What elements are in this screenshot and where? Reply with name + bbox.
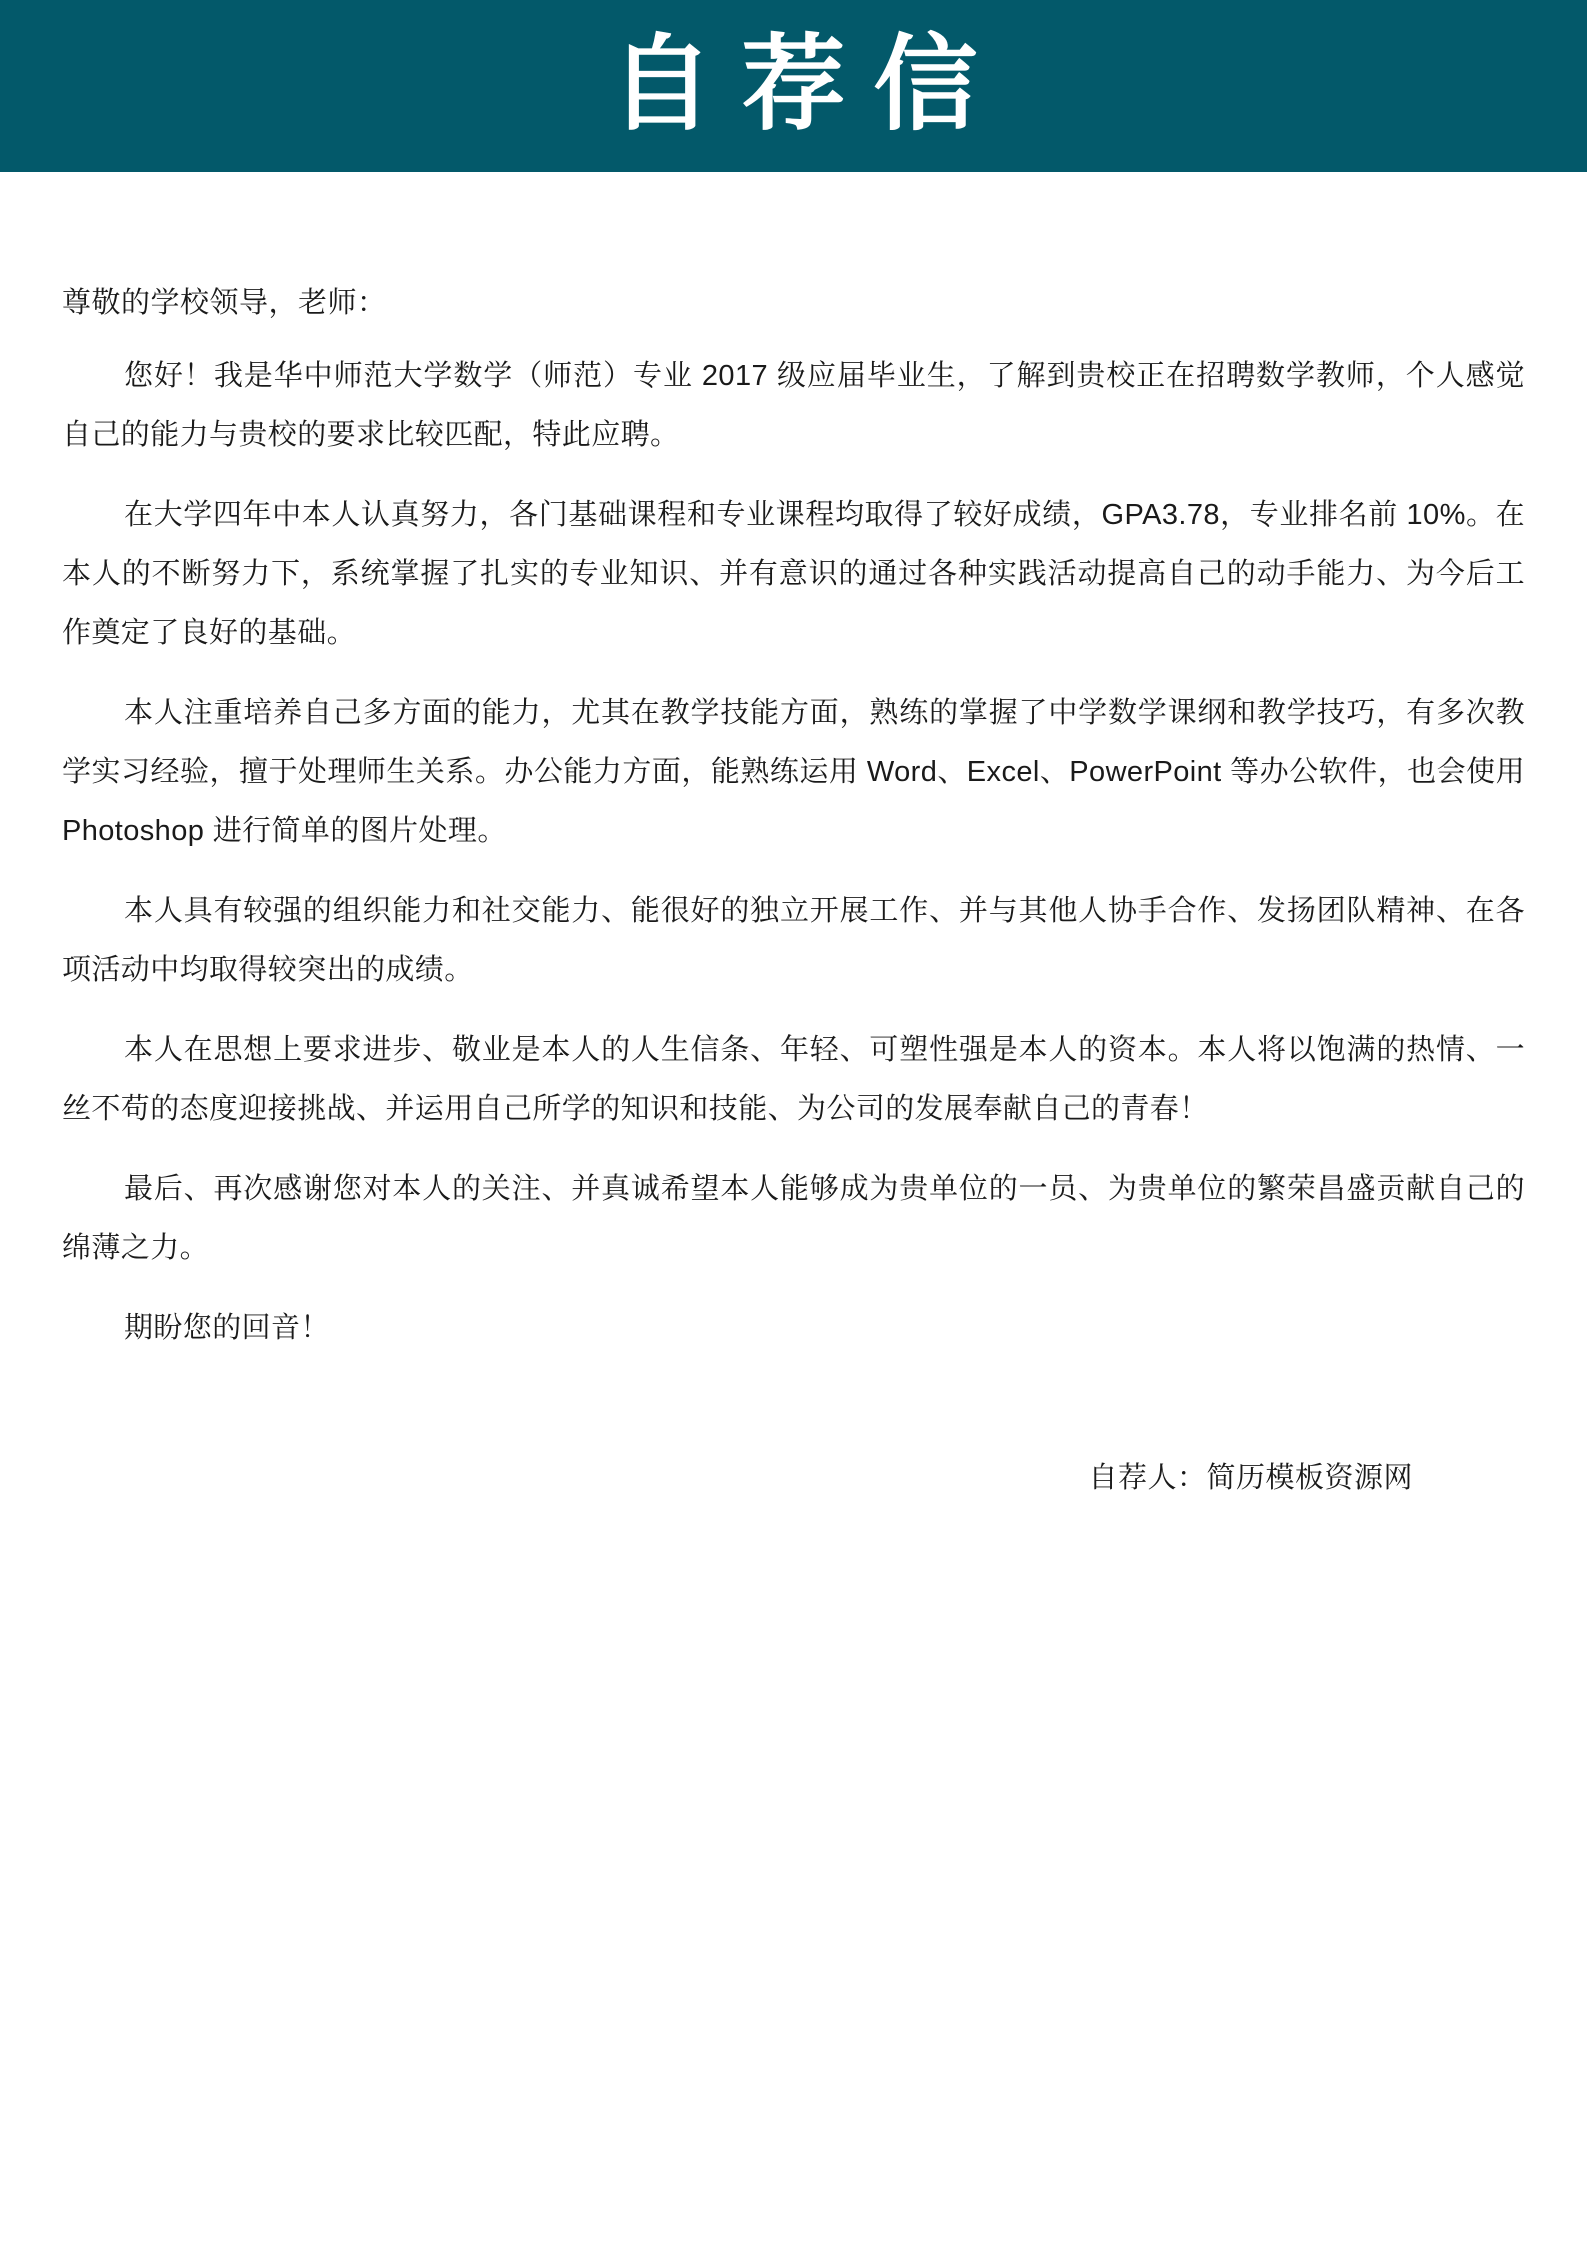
paragraph-6: 最后、再次感谢您对本人的关注、并真诚希望本人能够成为贵单位的一员、为贵单位的繁荣昌盛贡献自己的绵薄之力。 bbox=[62, 1173, 1525, 1265]
letter-body bbox=[0, 284, 1587, 2059]
page-title: 自荐信 bbox=[609, 23, 1006, 145]
signature-block bbox=[62, 1458, 1525, 1499]
signature-name: 自荐人：简历模板资源网 bbox=[1088, 1462, 1413, 1495]
document-header-band bbox=[0, 0, 1587, 172]
salutation: 尊敬的学校领导，老师： bbox=[62, 287, 387, 319]
bottom-whitespace bbox=[62, 1499, 1525, 2059]
closing-line: 期盼您的回音！ bbox=[124, 1312, 330, 1345]
paragraph-4: 本人具有较强的组织能力和社交能力、能很好的独立开展工作、并与其他人协手合作、发扬团队精神、在各项活动中均取得较突出的成绩。 bbox=[62, 895, 1525, 987]
paragraph-2: 在大学四年中本人认真努力，各门基础课程和专业课程均取得了较好成绩，GPA3.78，专业排名前 10%。在本人的不断努力下，系统掌握了扎实的专业知识、并有意识的通过各种实践活动提高自己的动手能力、为今后工作奠定了良好的基础。 bbox=[62, 499, 1525, 650]
paragraph-1: 您好！我是华中师范大学数学（师范）专业 2017 级应届毕业生，了解到贵校正在招聘数学教师，个人感觉自己的能力与贵校的要求比较匹配，特此应聘。 bbox=[62, 360, 1525, 452]
paragraph-3: 本人注重培养自己多方面的能力，尤其在教学技能方面，熟练的掌握了中学数学课纲和教学技巧，有多次教学实习经验，擅于处理师生关系。办公能力方面，能熟练运用 Word、Excel、PowerPoint 等办公软件，也会使用 Photoshop 进行简单的图片处理。 bbox=[62, 697, 1525, 848]
paragraph-5: 本人在思想上要求进步、敬业是本人的人生信条、年轻、可塑性强是本人的资本。本人将以饱满的热情、一丝不苟的态度迎接挑战、并运用自己所学的知识和技能、为公司的发展奉献自己的青春！ bbox=[62, 1034, 1525, 1126]
